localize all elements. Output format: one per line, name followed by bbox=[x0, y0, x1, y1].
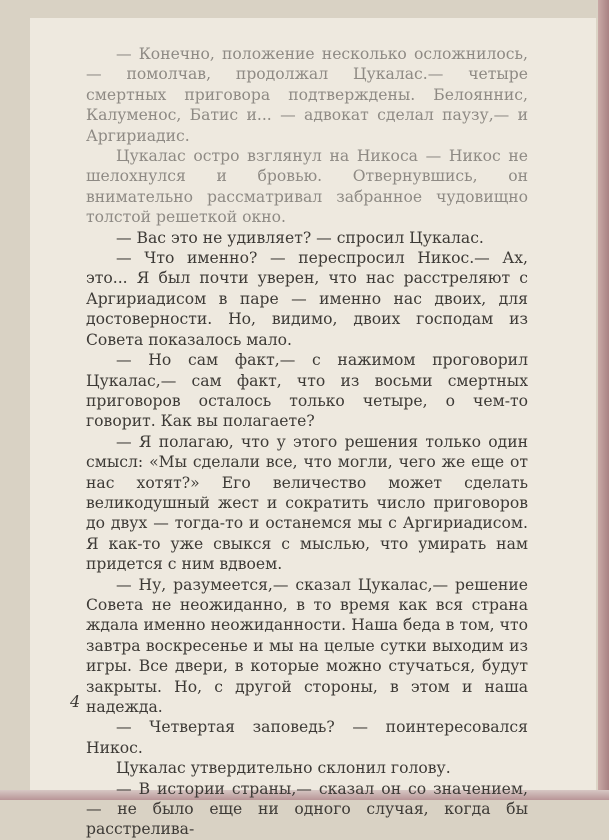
paragraph-8: — Четвертая заповедь? — поинтересовался Никос. bbox=[86, 718, 528, 757]
paragraph-1: — Конечно, положение несколько осложнилось,— помолчав, продолжал Цукалас.— четыре смертных приговора подтверждены. Белояннис, Калуменос, Батис и... — адвокат сделал паузу,— и Аргириадис. bbox=[86, 45, 528, 145]
paragraph-2: Цукалас остро взглянул на Никоса — Никос не шелохнулся и бровью. Отвернувшись, он внимательно рассматривал забранное чудовищно толстой решеткой окно. bbox=[86, 147, 528, 227]
paragraph-10: — В истории страны,— сказал он со значением,— не было еще ни одного случая, когда бы расстрелива- bbox=[86, 779, 528, 839]
paragraph-9: Цукалас утвердительно склонил голову. bbox=[116, 759, 451, 778]
paragraph-5: — Но сам факт,— с нажимом проговорил Цукалас,— сам факт, что из восьми смертных приговоров осталось только четыре, о чем-то говорит. Как вы полагаете? bbox=[86, 351, 528, 431]
paragraph-3: — Вас это не удивляет? — спросил Цукалас. bbox=[116, 228, 484, 247]
page-edge-right bbox=[598, 0, 609, 800]
paragraph-6: — Я полагаю, что у этого решения только один смысл: «Мы сделали все, что могли, чего же еще от нас хотят?» Его величество может сделать великодушный жест и сократить число приговоров до двух — тогда-то и останемся мы с Аргириадисом. Я как-то уже свыкся с мыслью, что умирать нам придется с ним вдвоем. bbox=[86, 432, 528, 574]
page-number: 4 bbox=[70, 692, 81, 711]
paragraph-7: — Ну, разумеется,— сказал Цукалас,— решение Совета не неожиданно, в то время как вся страна ждала именно неожиданности. Наша беда в том, что завтра воскресенье и мы на целые сутки выходим из игры. Все двери, в которые можно стучаться, будут закрыты. Но, с другой стороны, в этом и наша надежда. bbox=[86, 575, 528, 716]
page-text bbox=[86, 44, 528, 840]
paragraph-4: — Что именно? — переспросил Никос.— Ах, это... Я был почти уверен, что нас расстреляют с Аргириадисом в паре — именно нас двоих, для достоверности. Но, видимо, двоих господам из Совета показалось мало. bbox=[86, 249, 528, 349]
